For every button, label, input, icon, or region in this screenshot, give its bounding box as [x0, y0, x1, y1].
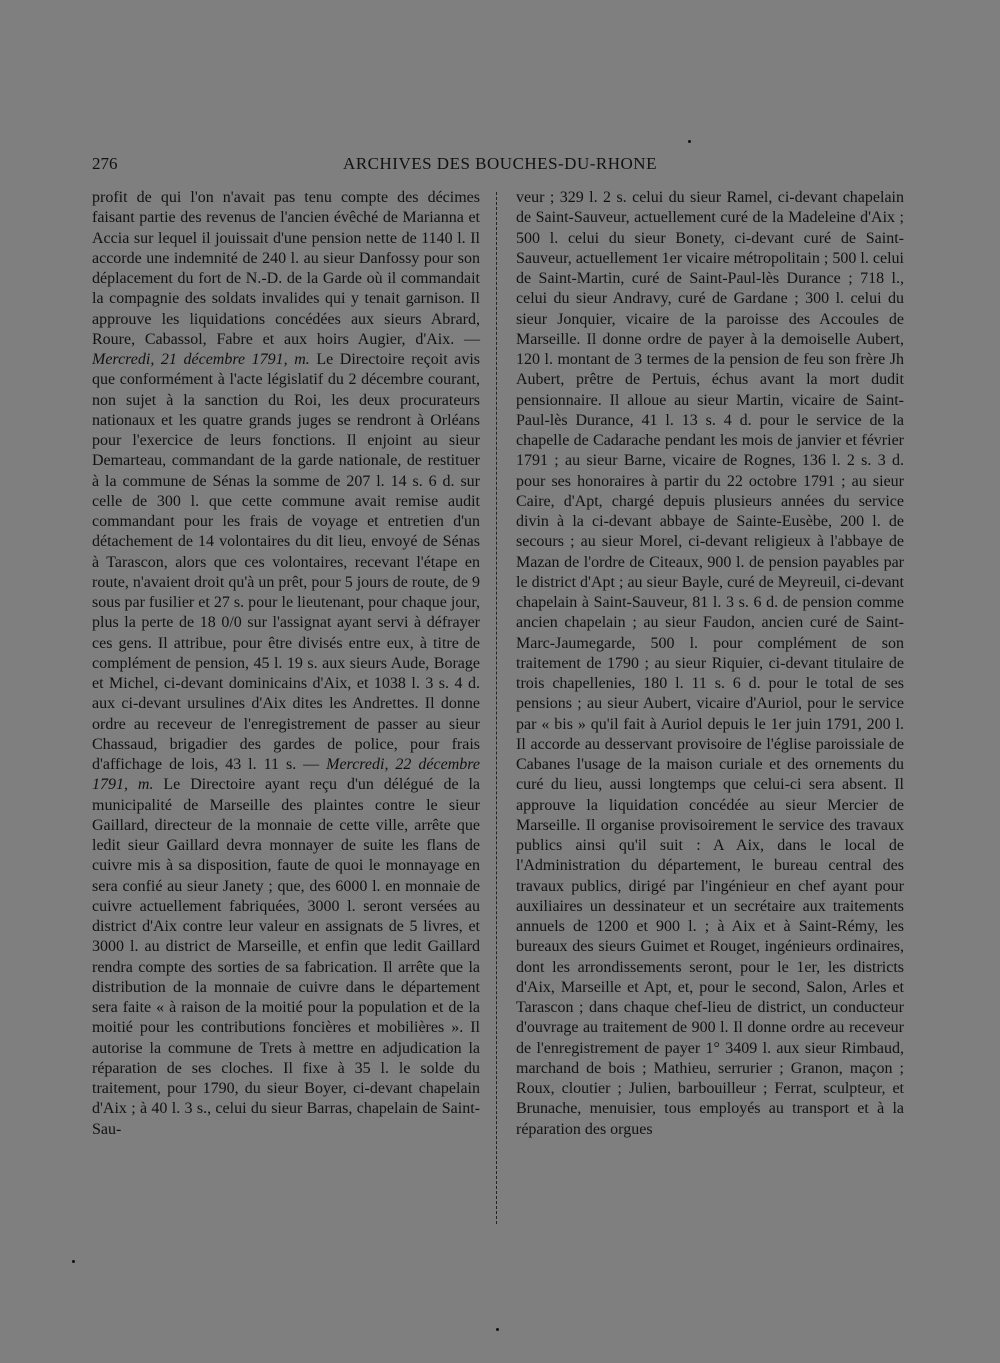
left-text-segment: Le Directoire ayant reçu d'un délégué de la municipalité de Marseille des plaintes contre le sieur Gaillard, directeur de la monnaie de cette ville, arrête que ledit sieur Gaillard devra monnayer de suite les flans de cuivre mis à sa disposition, faute de quoi le monnayage en sera confié au sieur Janety ; que, des 6000 l. en monnaie de cuivre actuellement fabriquées, 3000 l. seront versées au district d'Aix contre leur valeur en assignats de 5 livres, et 3000 l. au district de Marseille, et enfin que ledit Gaillard rendra compte des sorties de sa fabrication. Il arrête que la distribution de la monnaie de cuivre dans le département sera faite « à raison de la moitié pour la population et de la moitié pour les contributions foncières et mobilières ». Il autorise la commune de Trets à mettre en adjudication la réparation de ses cloches. Il fixe à 35 l. le solde du traitement, pour 1790, du sieur Boyer, ci-devant chapelain d'Aix ; à 40 l. 3 s., celui du sieur Barras, chapelain de Saint-Sau- — [92, 776, 481, 1138]
page-number: 276 — [92, 154, 118, 173]
speck-mark — [688, 140, 691, 143]
left-text-column — [92, 188, 480, 1140]
right-text-column — [516, 188, 904, 1140]
date-heading: Mercredi, 21 décembre 1791, m. — [92, 351, 310, 368]
left-paragraph — [92, 188, 480, 1140]
running-header: ARCHIVES DES BOUCHES-DU-RHONE — [343, 154, 657, 173]
column-divider — [496, 192, 497, 1224]
left-text-segment: Le Directoire reçoit avis que conformément à l'acte législatif du 2 décembre courant, non sujet à la sanction du Roi, les deux procurateurs nationaux et les quatre grands juges se rendront à Orléans pour l'exercice de leurs fonctions. Il enjoint au sieur Demarteau, commandant de la garde nationale, de restituer à la commune de Sénas la somme de 207 l. 14 s. 6 d. sur celle de 300 l. que cette commune avait remise audit commandant pour les frais de voyage et entretien d'un détachement de 14 volontaires du dit lieu, envoyé de Sénas à Tarascon, alors que ces volontaires, recevant l'étape en route, n'avaient droit qu'à un prêt, pour 5 jours de route, de 9 sous par fusilier et 27 s. pour le lieutenant, pour chaque jour, plus la perte de 18 0/0 sur l'assignat ayant servi à défrayer ces gens. Il attribue, pour être divisés entre eux, à titre de complément de pension, 45 l. 19 s. aux sieurs Aude, Borage et Michel, ci-devant dominicains d'Aix, et 1038 l. 3 s. 4 d. aux ci-devant ursulines d'Aix dites les Andrettes. Il donne ordre au receveur de l'enregistrement de passer au sieur Chassaud, brigadier des gardes de police, pour frais d'affichage de lois, 43 l. 11 s. — — [92, 351, 480, 773]
speck-mark — [72, 1260, 75, 1263]
left-text-segment: profit de qui l'on n'avait pas tenu compte des décimes faisant partie des revenus de l'ancien évêché de Marianna et Accia sur lequel il jouissait d'une pension nette de 1140 l. Il accorde une indemnité de 240 l. au sieur Danfossy pour son déplacement du fort de N.-D. de la Garde où il commandait la compagnie des soldats invalides qui y tenait garnison. Il approuve les liquidations concédées aux sieurs Abrard, Roure, Cabassol, Fabre et aux hoirs Augier, d'Aix. — — [92, 189, 480, 348]
right-paragraph: veur ; 329 l. 2 s. celui du sieur Ramel, ci-devant chapelain de Saint-Sauveur, actuellement curé de la Madeleine d'Aix ; 500 l. celui du sieur Bonety, ci-devant curé de Saint-Sauveur, actuellement 1er vicaire métropolitain ; 500 l. celui de Saint-Martin, curé de Saint-Paul-lès Durance ; 718 l., celui du sieur Andravy, curé de Gardane ; 300 l. celui du sieur Jonquier, vicaire de la paroisse des Accoules de Marseille. Il donne ordre de payer à la demoiselle Aubert, 120 l. montant de 3 termes de la pension de feu son frère Jh Aubert, prêtre de Pertuis, échus avant la mort dudit pensionnaire. Il alloue au sieur Martin, vicaire de Saint-Paul-lès Durance, 41 l. 13 s. 4 d. pour le service de la chapelle de Cadarache pendant les mois de janvier et février 1791 ; au sieur Barne, vicaire de Rognes, 136 l. 2 s. 3 d. pour ses honoraires à partir du 22 octobre 1791 ; au sieur Caire, d'Apt, chargé depuis plusieurs années du service divin à la ci-devant abbaye de Sainte-Eusèbe, 200 l. de secours ; au sieur Morel, ci-devant religieux à l'abbaye de Mazan de l'ordre de Citeaux, 900 l. de pension payables par le district d'Apt ; au sieur Bayle, curé de Meyreuil, ci-devant chapelain à Saint-Sauveur, 81 l. 3 s. 6 d. de pension comme ancien chapelain ; au sieur Faudon, ancien curé de Saint-Marc-Jaumegarde, 500 l. pour complément de son traitement de 1790 ; au sieur Riquier, ci-devant titulaire de trois chapellenies, 180 l. 11 s. 6 d. pour le total de ses pensions ; au sieur Aubert, vicaire d'Auriol, pour le service par « bis » qu'il fait à Auriol depuis le 1er juin 1791, 200 l. Il accorde au desservant provisoire de l'église paroissiale de Cabanes l'usage de la maison curiale et des ornements du curé du lieu, aussi longtemps que celui-ci sera absent. Il approuve la liquidation concédée au sieur Mercier de Marseille. Il organise provisoirement le service des travaux publics ainsi qu'il suit : A Aix, dans le local de l'Administration du département, le bureau central des travaux publics, dirigé par l'ingénieur en chef ayant pour auxiliaires un dessinateur et un secrétaire aux traitements annuels de 1200 et 900 l. ; à Aix et à Saint-Rémy, les bureaux des sieurs Guimet et Rouget, ingénieurs ordinaires, dont les arrondissements seront, pour le 1er, les districts d'Aix, Marseille et Apt, et, pour le second, Salon, Arles et Tarascon ; dans chaque chef-lieu de district, un conducteur d'ouvrage au traitement de 900 l. Il donne ordre au receveur de l'enregistrement de payer 1° 3409 l. aux sieur Rimbaud, marchand de bois ; Mathieu, serrurier ; Granon, maçon ; Roux, cloutier ; Julien, barbouilleur ; Ferrat, sculpteur, et Brunache, menuisier, tous employés au transport et à la réparation des orgues — [516, 189, 904, 1138]
speck-mark — [496, 1328, 499, 1331]
date-heading: Mercredi, 22 décembre 1791, m. — [92, 756, 480, 794]
